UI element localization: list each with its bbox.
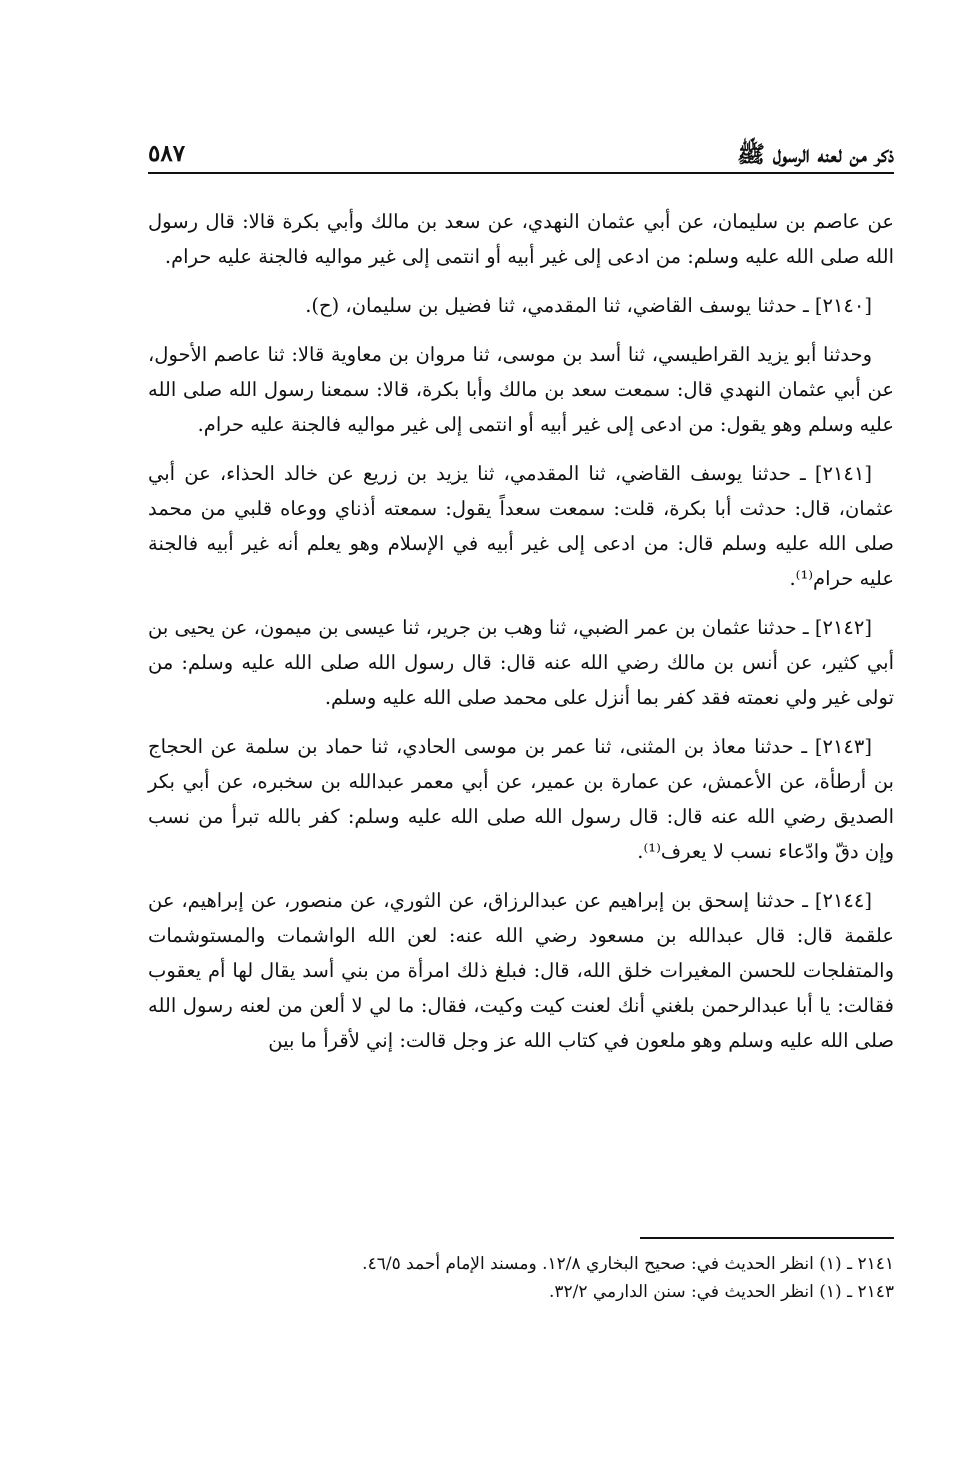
paragraph-continuation: عن عاصم بن سليمان، عن أبي عثمان النهدي، عن سعد بن مالك وأبي بكرة قالا: قال رسول الله صلى الله عليه وسلم: من ادعى إلى غير أبيه أو انتمى إلى غير مواليه فالجنة عليه حرام. xyxy=(148,210,894,268)
hadith-2141: [٢١٤١] ـ حدثنا يوسف القاضي، ثنا المقدمي، ثنا يزيد بن زريع عن خالد الحذاء، عن أبي عثمان، قال: حدثت أبا بكرة، قلت: سمعت سعداً يقول: سمعته أذناي ووعاه قلبي من محمد صلى الله عليه وسلم قال: من ادعى إلى غير أبيه في الإسلام وهو يعلم أنه غير أبيه فالجنة عليه حرام⁽¹⁾. xyxy=(148,462,894,590)
page-header xyxy=(148,138,894,174)
footnotes xyxy=(148,1250,894,1306)
hadith-2140-second-chain: وحدثنا أبو يزيد القراطيسي، ثنا أسد بن موسى، ثنا مروان بن معاوية قالا: ثنا عاصم الأحول، عن أبي عثمان النهدي قال: سمعت سعد بن مالك وأبا بكرة، قالا: سمعنا رسول الله صلى الله عليه وسلم وهو يقول: من ادعى إلى غير أبيه أو انتمى إلى غير مواليه فالجنة عليه حرام. xyxy=(148,343,894,436)
hadith-2144: [٢١٤٤] ـ حدثنا إسحق بن إبراهيم عن عبدالرزاق، عن الثوري، عن منصور، عن إبراهيم، عن علقمة قال: قال عبدالله بن مسعود رضي الله عنه: لعن الله الواشمات والمستوشمات والمتفلجات للحسن المغيرات خلق الله، قال: فبلغ ذلك امرأة من بني أسد يقال لها أم يعقوب فقالت: يا أبا عبدالرحمن بلغني أنك لعنت كيت وكيت، فقال: ما لي لا ألعن من لعنه رسول الله صلى الله عليه وسلم وهو ملعون في كتاب الله عز وجل قالت: إني لأقرأ ما بين xyxy=(148,889,894,1052)
footnote-2143: ٢١٤٣ ـ (١) انظر الحديث في: سنن الدارمي ٣٢/٢. xyxy=(548,1282,894,1302)
footnote-separator xyxy=(640,1237,894,1239)
running-title: ذكر من لعنه الرسول ﷺ xyxy=(737,141,894,168)
footnote-2141: ٢١٤١ ـ (١) انظر الحديث في: صحيح البخاري ١٢/٨. ومسند الإمام أحمد ٤٦/٥. xyxy=(362,1254,894,1274)
page-number: ٥٨٧ xyxy=(148,140,186,167)
main-text xyxy=(148,204,894,1072)
hadith-2142: [٢١٤٢] ـ حدثنا عثمان بن عمر الضبي، ثنا وهب بن جرير، ثنا عيسى بن ميمون، عن يحيى بن أبي كثير، عن أنس بن مالك رضي الله عنه قال: قال رسول الله صلى الله عليه وسلم: من تولى غير ولي نعمته فقد كفر بما أنزل على محمد صلى الله عليه وسلم. xyxy=(148,616,894,709)
hadith-2143: [٢١٤٣] ـ حدثنا معاذ بن المثنى، ثنا عمر بن موسى الحادي، ثنا حماد بن سلمة عن الحجاج بن أرطأة، عن الأعمش، عن عمارة بن عمير، عن أبي معمر عبدالله بن سخبره، عن أبي بكر الصديق رضي الله عنه قال: قال رسول الله صلى الله عليه وسلم: كفر بالله تبرأ من نسب وإن دقّ وادّعاء نسب لا يعرف⁽¹⁾. xyxy=(148,735,894,863)
hadith-2140: [٢١٤٠] ـ حدثنا يوسف القاضي، ثنا المقدمي، ثنا فضيل بن سليمان، (ح). xyxy=(305,294,872,317)
